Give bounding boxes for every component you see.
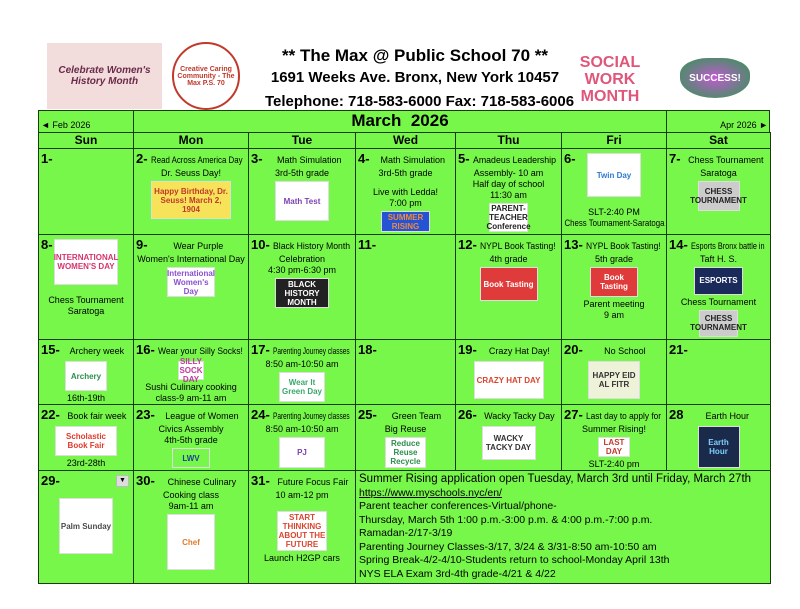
- note-line: NYS ELA Exam 3rd-4th grade-4/21 & 4/22: [359, 567, 556, 580]
- day-header-row: [249, 237, 355, 254]
- day-events: [562, 237, 666, 321]
- day-number: 21-: [669, 342, 688, 357]
- event-text: Archery week: [69, 346, 125, 356]
- day-events: [134, 407, 248, 470]
- event-image: LWV: [172, 448, 210, 468]
- day-events: [356, 151, 455, 234]
- day-headline-wrap: [155, 475, 246, 490]
- day-cell[interactable]: [248, 339, 356, 405]
- event-text: Wear your Silly Socks!: [157, 346, 243, 356]
- prev-month-link[interactable]: ◄ Feb 2026: [41, 120, 91, 130]
- day-header-row: [134, 342, 248, 359]
- event-text: Black History Month: [272, 241, 350, 251]
- event-text: Chess Tournament: [48, 295, 124, 305]
- event-image: Reduce Reuse Recycle: [385, 437, 425, 468]
- event-image: ESPORTS: [694, 267, 744, 295]
- day-number: 22-: [41, 407, 60, 422]
- day-header-row: [39, 342, 133, 359]
- day-header-row: [562, 237, 666, 254]
- event-text: Dr. Seuss Day!: [160, 168, 222, 178]
- day-header-row: [249, 407, 355, 424]
- event-text: Read Across America Day: [150, 155, 243, 165]
- day-number: 8-: [41, 237, 53, 252]
- day-number: 13-: [564, 237, 583, 252]
- day-cell[interactable]: [455, 339, 562, 405]
- day-events: [667, 237, 770, 339]
- day-cell[interactable]: [455, 148, 562, 235]
- event-image: Book Tasting: [590, 267, 638, 297]
- day-cell[interactable]: [455, 234, 562, 340]
- day-headline-wrap: [370, 153, 453, 168]
- day-number: 17-: [251, 342, 270, 357]
- school-phone: Telephone: 718-583-6000 Fax: 718-583-6006: [265, 93, 575, 110]
- event-text: NYPL Book Tasting!: [479, 241, 556, 251]
- day-number: 16-: [136, 342, 155, 357]
- event-text: SLT-2:40 PM: [588, 207, 640, 217]
- next-month-link[interactable]: Apr 2026 ►: [720, 120, 768, 130]
- social-work-month-logo: SOCIAL WORK MONTH: [579, 53, 641, 105]
- event-image: Math Test: [275, 181, 329, 221]
- day-events: [456, 237, 561, 303]
- event-image: SILLY SOCK DAY: [179, 357, 203, 384]
- event-image: CHESS TOURNAMENT: [699, 310, 738, 338]
- event-text: 8:50 am-10:50 am: [265, 359, 339, 369]
- day-cell[interactable]: [355, 339, 456, 405]
- day-headline-wrap: [270, 409, 353, 424]
- event-image: LAST DAY: [598, 437, 630, 457]
- day-events: [456, 407, 561, 462]
- note-line: Summer Rising application open Tuesday, March 3rd until Friday, March 27th: [359, 473, 752, 485]
- day-events: [356, 407, 455, 470]
- event-text: 5th grade: [594, 254, 634, 264]
- event-text: Civics Assembly: [158, 424, 224, 434]
- event-text: 9am-11 am: [168, 501, 214, 511]
- note-line: Parenting Journey Classes-3/17, 3/24 & 3/31-8:50 am-10:50 am: [359, 540, 657, 553]
- day-cell[interactable]: [133, 404, 249, 471]
- day-cell[interactable]: [248, 234, 356, 340]
- event-image: START THINKING ABOUT THE FUTURE: [278, 513, 326, 549]
- day-events: [249, 151, 355, 223]
- note-line: Spring Break-4/2-4/10-Students return to school-Monday April 13th: [359, 554, 670, 566]
- event-text: 7:00 pm: [389, 198, 422, 208]
- weekday-header-thu: Thu: [455, 132, 562, 149]
- event-text: Wacky Tacky Day: [484, 411, 555, 421]
- event-image: INTERNATIONAL WOMEN'S DAY: [54, 239, 118, 285]
- day-header-row: [356, 407, 455, 424]
- event-text: 4:30 pm-6:30 pm: [267, 265, 337, 275]
- day-cell[interactable]: [38, 234, 134, 340]
- day-header-row: [249, 342, 355, 359]
- day-cell[interactable]: [133, 339, 249, 405]
- day-cell[interactable]: [38, 148, 134, 235]
- event-text: Green Team: [391, 411, 442, 421]
- event-text: Future Focus Fair: [277, 477, 349, 487]
- event-text: Taft H. S.: [699, 254, 737, 264]
- event-image: Twin Day: [587, 153, 641, 197]
- day-number: 7-: [669, 151, 681, 166]
- event-text: Celebration: [278, 254, 326, 264]
- event-text: Summer Rising!: [581, 424, 646, 434]
- day-header-row: [356, 151, 455, 168]
- day-header-row: [134, 237, 248, 254]
- day-headline-wrap: [270, 475, 353, 490]
- day-headline-wrap: [477, 409, 559, 424]
- day-headline-wrap: [148, 239, 246, 254]
- day-header-row: [456, 407, 561, 424]
- day-number: 31-: [251, 473, 270, 488]
- weekday-header-sun: Sun: [38, 132, 134, 149]
- day-number: 23-: [136, 407, 155, 422]
- day-headline-wrap: [155, 409, 246, 424]
- event-text: No School: [604, 346, 646, 356]
- day-cell[interactable]: [666, 404, 771, 471]
- day-number: 11-: [358, 237, 377, 252]
- day-headline-wrap: [688, 239, 768, 254]
- event-text: SLT-2:40 pm: [588, 459, 640, 469]
- day-cell[interactable]: [355, 148, 456, 235]
- day-headline-wrap: [377, 409, 453, 424]
- day-headline-wrap: [148, 153, 246, 168]
- day-cell[interactable]: [666, 234, 771, 340]
- day-cell[interactable]: [38, 470, 134, 584]
- event-text: 16th-19th: [66, 393, 106, 403]
- event-text: Saratoga: [67, 306, 105, 316]
- event-text: 4th grade: [489, 254, 528, 264]
- day-events: [134, 342, 248, 404]
- day-events: [39, 407, 133, 469]
- dropdown-arrow-icon[interactable]: ▼: [116, 475, 129, 487]
- day-cell[interactable]: [133, 234, 249, 340]
- day-header-row: [134, 407, 248, 424]
- weekday-header-tue: Tue: [248, 132, 356, 149]
- day-header-row: [456, 237, 561, 254]
- day-headline-wrap: [583, 239, 664, 254]
- day-headline-wrap: [60, 409, 131, 424]
- event-image: SUMMER RISING: [381, 211, 430, 232]
- event-text: NYPL Book Tasting!: [585, 241, 661, 251]
- event-image: International Women's Day: [167, 268, 216, 296]
- day-cell[interactable]: [248, 404, 356, 471]
- event-text: 11:30 am: [490, 190, 527, 200]
- day-header-row: [134, 151, 248, 168]
- event-image: BLACK HISTORY MONTH: [275, 278, 329, 308]
- day-header-row: [134, 473, 248, 490]
- day-events: [134, 473, 248, 572]
- day-header-row: [249, 473, 355, 490]
- day-events: [134, 237, 248, 299]
- day-cell[interactable]: [355, 404, 456, 471]
- school-seal-logo: Creative Caring Community - The Max P.S. 70: [172, 42, 240, 110]
- event-image: CRAZY HAT DAY: [474, 361, 544, 399]
- event-image: Wear It Green Day: [279, 372, 326, 402]
- day-header-row: [456, 342, 561, 359]
- day-number: 25-: [358, 407, 377, 422]
- day-cell[interactable]: [133, 148, 249, 235]
- day-events: [134, 151, 248, 221]
- day-number: 2-: [136, 151, 148, 166]
- notes-cell: [355, 470, 771, 584]
- event-text: Half day of school: [472, 179, 545, 189]
- day-header-row: [667, 151, 770, 168]
- day-cell[interactable]: [133, 470, 249, 584]
- event-image: Archery: [65, 361, 107, 391]
- day-headline-wrap: [477, 239, 559, 254]
- event-text: Book fair week: [67, 411, 127, 421]
- day-header-row: [456, 151, 561, 168]
- event-text: Math Simulation: [277, 155, 342, 165]
- day-headline-wrap: [270, 344, 353, 359]
- event-image: Earth Hour: [698, 426, 740, 468]
- event-text: Wear Purple: [173, 241, 224, 251]
- note-line: Thursday, March 5th 1:00 p.m.-3:00 p.m. & 4:00 p.m.-7:00 p.m.: [359, 513, 653, 526]
- event-text: 8:50 am-10:50 am: [265, 424, 339, 434]
- weekday-header-sat: Sat: [666, 132, 771, 149]
- event-text: Parent meeting: [583, 299, 645, 309]
- day-events: [562, 407, 666, 470]
- event-image: Scholastic Book Fair: [55, 426, 117, 456]
- event-text: Chess Tournament: [688, 155, 764, 165]
- event-text: 3rd-5th grade: [274, 168, 330, 178]
- day-headline-wrap: [683, 409, 768, 424]
- event-text: 4th-5th grade: [164, 435, 218, 445]
- weekday-header-mon: Mon: [133, 132, 249, 149]
- event-text: League of Women: [165, 411, 239, 421]
- event-text: Last day to apply for: [585, 411, 661, 421]
- weekday-header-wed: Wed: [355, 132, 456, 149]
- event-text: 23rd-28th: [66, 458, 106, 468]
- event-image: PARENT-TEACHER Conference: [486, 204, 531, 231]
- school-name: ** The Max @ Public School 70 **: [282, 46, 548, 65]
- day-events: [249, 407, 355, 470]
- day-events: [667, 151, 770, 213]
- event-text: Launch H2GP cars: [264, 553, 340, 563]
- day-number: 18-: [358, 342, 377, 357]
- event-text: 3rd-5th grade: [378, 168, 433, 178]
- day-cell[interactable]: [38, 339, 134, 405]
- day-number: 30-: [136, 473, 155, 488]
- day-events: [249, 237, 355, 310]
- event-text: Big Reuse: [384, 424, 427, 434]
- day-cell[interactable]: [561, 234, 667, 340]
- day-events: [667, 407, 770, 470]
- day-header-row: [39, 407, 133, 424]
- event-image: Book Tasting: [480, 267, 538, 301]
- day-number: 9-: [136, 237, 148, 252]
- day-headline-wrap: [470, 153, 559, 168]
- day-header-row: [249, 151, 355, 168]
- day-header-row: [562, 342, 666, 359]
- day-cell[interactable]: [355, 234, 456, 340]
- event-text: 10 am-12 pm: [275, 490, 329, 500]
- event-text: Chess Tournament: [680, 296, 757, 307]
- event-text: Parenting Journey classes: [272, 411, 350, 421]
- day-headline-wrap: [270, 239, 353, 254]
- event-text: Sushi Culinary cooking class-9 am-11 am: [145, 382, 237, 403]
- day-events: [249, 473, 355, 564]
- day-events: [456, 151, 561, 234]
- day-number: 5-: [458, 151, 470, 166]
- day-number: 4-: [358, 151, 370, 166]
- note-line: Ramadan-2/17-3/19: [359, 527, 453, 539]
- day-events: [39, 237, 133, 317]
- event-image: HAPPY EID AL FITR: [588, 361, 640, 399]
- day-cell[interactable]: [38, 404, 134, 471]
- day-number: 6-: [564, 151, 576, 166]
- day-number: 28: [669, 407, 684, 422]
- event-text: Crazy Hat Day!: [488, 346, 550, 356]
- day-cell[interactable]: [561, 404, 667, 471]
- day-events: [562, 151, 666, 229]
- event-text: Esports Bronx battle in: [690, 241, 765, 251]
- day-number: 14-: [669, 237, 688, 252]
- day-headline-wrap: [681, 153, 768, 168]
- day-number: 1-: [41, 151, 53, 166]
- event-text: Live with Ledda!: [372, 187, 439, 197]
- day-cell[interactable]: [666, 339, 771, 405]
- day-number: 24-: [251, 407, 270, 422]
- event-text: 9 am: [603, 310, 624, 320]
- day-header-row: [667, 407, 770, 424]
- event-text: Earth Hour: [705, 411, 749, 421]
- day-number: 20-: [564, 342, 583, 357]
- day-number: 3-: [251, 151, 263, 166]
- day-headline-wrap: [155, 344, 246, 359]
- day-headline-wrap: [583, 409, 664, 424]
- school-address: 1691 Weeks Ave. Bronx, New York 10457: [270, 69, 560, 86]
- day-number: 15-: [41, 342, 60, 357]
- day-number: 27-: [564, 407, 583, 422]
- event-text: Parenting Journey classes: [272, 346, 350, 356]
- day-number: 29-: [41, 473, 60, 488]
- day-cell[interactable]: [248, 148, 356, 235]
- event-image: WACKY TACKY DAY: [482, 426, 536, 460]
- day-events: [249, 342, 355, 404]
- event-text: Chess Tournament-Saratoga: [564, 218, 664, 228]
- event-image: Palm Sunday: [59, 498, 113, 554]
- day-events: [39, 342, 133, 404]
- day-cell[interactable]: [561, 339, 667, 405]
- day-number: 10-: [251, 237, 270, 252]
- day-header-row: [562, 407, 666, 424]
- day-cell[interactable]: [248, 470, 356, 584]
- success-image: SUCCESS!: [680, 58, 750, 98]
- event-text: Women's International Day: [137, 254, 245, 264]
- day-cell[interactable]: [561, 148, 667, 235]
- event-text: Cooking class: [162, 490, 220, 500]
- event-image: CHESS TOURNAMENT: [698, 181, 740, 211]
- event-text: Chinese Culinary: [167, 477, 237, 487]
- event-text: Saratoga: [700, 168, 737, 178]
- day-headline-wrap: [477, 344, 559, 359]
- event-text: Math Simulation: [380, 155, 446, 165]
- day-header-row: [667, 237, 770, 254]
- day-number: 26-: [458, 407, 477, 422]
- myschools-link[interactable]: https://www.myschools.nyc/en/: [359, 486, 502, 499]
- day-cell[interactable]: [666, 148, 771, 235]
- day-headline-wrap: [263, 153, 353, 168]
- day-events: [562, 342, 666, 401]
- event-image: PJ: [279, 437, 326, 468]
- day-number: 19-: [458, 342, 477, 357]
- month-title: March 2026: [351, 111, 449, 130]
- day-headline-wrap: [60, 344, 131, 359]
- weekday-header-fri: Fri: [561, 132, 667, 149]
- day-cell[interactable]: [455, 404, 562, 471]
- day-headline-wrap: [583, 344, 664, 359]
- event-image: Chef: [167, 514, 215, 570]
- day-number: 12-: [458, 237, 477, 252]
- note-line: Parent teacher conferences-Virtual/phone-: [359, 500, 557, 512]
- event-image: Happy Birthday, Dr. Seuss! March 2, 1904: [151, 181, 231, 219]
- event-text: Amadeus Leadership: [473, 155, 557, 165]
- womens-history-month-image: Celebrate Women's History Month: [47, 43, 162, 109]
- day-events: [456, 342, 561, 401]
- event-text: Assembly- 10 am: [473, 168, 544, 178]
